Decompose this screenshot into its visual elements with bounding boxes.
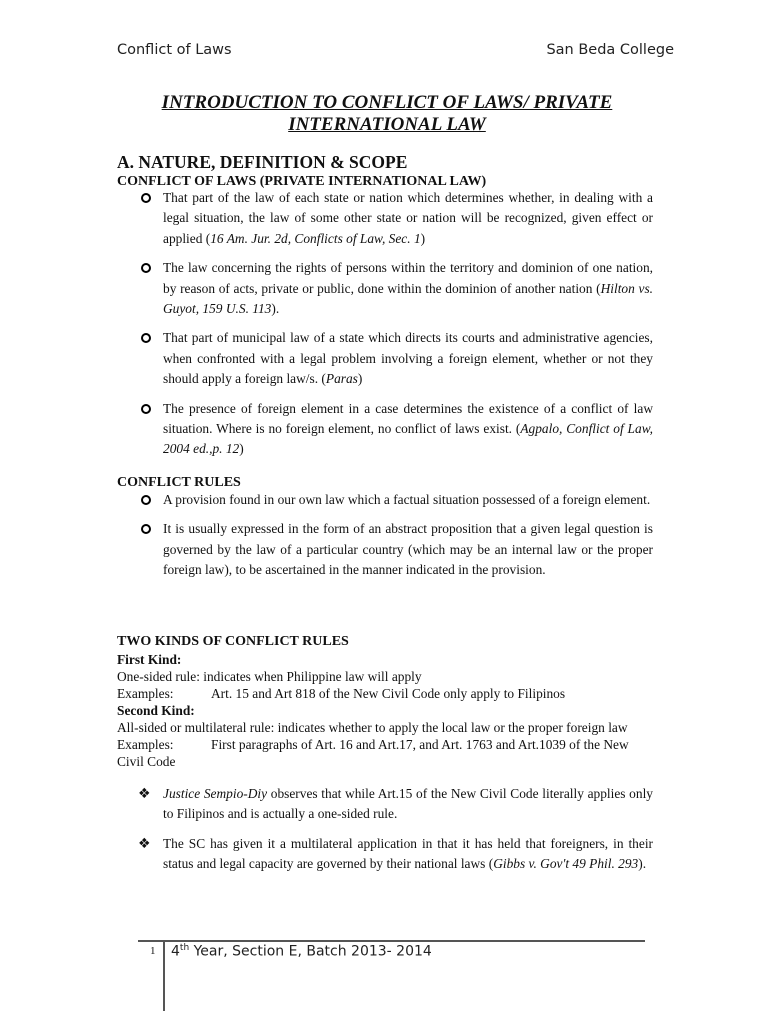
list-item: A provision found in our own law which a factual situation possessed of a foreign element. <box>117 490 653 510</box>
circle-bullet-icon <box>141 404 151 414</box>
list-item: It is usually expressed in the form of an abstract proposition that a given legal question is governed by the law of a particular country (which may be an internal law or the proper foreign law), to be ascertained in the manner indicated in the provision. <box>117 519 653 580</box>
circle-bullet-icon <box>141 263 151 273</box>
second-kind-examples: Examples: First paragraphs of Art. 16 and Art.17, and Art. 1763 and Art.1039 of the New Civil Code <box>117 737 629 769</box>
two-kinds-heading: TWO KINDS OF CONFLICT RULES <box>117 634 349 649</box>
footer-vertical-rule <box>163 941 165 1011</box>
conflict-rules-heading: CONFLICT RULES <box>117 475 241 490</box>
definitions-list <box>117 188 653 460</box>
conflict-rules-list <box>117 490 653 581</box>
diamond-bullet-icon: ❖ <box>138 835 151 852</box>
conflict-of-laws-subheading: CONFLICT OF LAWS (PRIVATE INTERNATIONAL LAW) <box>117 174 487 189</box>
list-item: That part of the law of each state or nation which determines whether, in dealing with a legal situation, the law of some other state or nation will be recognized, given effect or applied (16 Am. Jur. 2d, Conflicts of Law, Sec. 1) <box>117 188 653 249</box>
list-item: ❖ Justice Sempio-Diy observes that while Art.15 of the New Civil Code literally applies only to Filipinos and is actually a one-sided rule. <box>138 786 653 822</box>
list-item: That part of municipal law of a state which directs its courts and administrative agencies, when confronted with a legal problem involving a foreign element, whether or not they should apply a foreign law/s. (Paras) <box>117 328 653 389</box>
two-kinds-body <box>117 651 653 770</box>
footer-divider <box>138 940 645 942</box>
first-kind-label: First Kind: <box>117 652 182 667</box>
second-kind-desc: All-sided or multilateral rule: indicates whether to apply the local law or the proper foreign law <box>117 720 628 735</box>
page-number: 1 <box>150 945 156 957</box>
diamond-bullet-icon: ❖ <box>138 786 151 802</box>
footer-text: 4th Year, Section E, Batch 2013- 2014 <box>171 943 432 960</box>
document-title: INTRODUCTION TO CONFLICT OF LAWS/ PRIVATE INTERNATIONAL LAW <box>161 92 613 135</box>
first-kind-examples: Examples: Art. 15 and Art 818 of the New Civil Code only apply to Filipinos <box>117 686 566 701</box>
first-kind-desc: One-sided rule: indicates when Philippine law will apply <box>117 669 422 684</box>
circle-bullet-icon <box>141 193 151 203</box>
list-item: The law concerning the rights of persons within the territory and dominion of one nation, by reason of acts, private or public, done within the dominion of another nation (Hilton vs. Guyot, 159 U.S. 113). <box>117 258 653 319</box>
circle-bullet-icon <box>141 333 151 343</box>
notes-list <box>117 784 653 875</box>
circle-bullet-icon <box>141 524 151 534</box>
section-a-heading: A. NATURE, DEFINITION & SCOPE <box>117 152 408 172</box>
header-left: Conflict of Laws <box>117 42 232 58</box>
list-item: The presence of foreign element in a case determines the existence of a conflict of law situation. Where is no foreign element, no conflict of laws exist. (Agpalo, Conflict of Law, 2004 ed.,p. 12) <box>117 399 653 460</box>
circle-bullet-icon <box>141 495 151 505</box>
list-item: ❖ The SC has given it a multilateral application in that it has held that foreigners, in their status and legal capacity are governed by their national laws (Gibbs v. Gov't 49 Phil. 293). <box>138 835 653 872</box>
header-right: San Beda College <box>546 42 674 58</box>
second-kind-label: Second Kind: <box>117 703 195 718</box>
